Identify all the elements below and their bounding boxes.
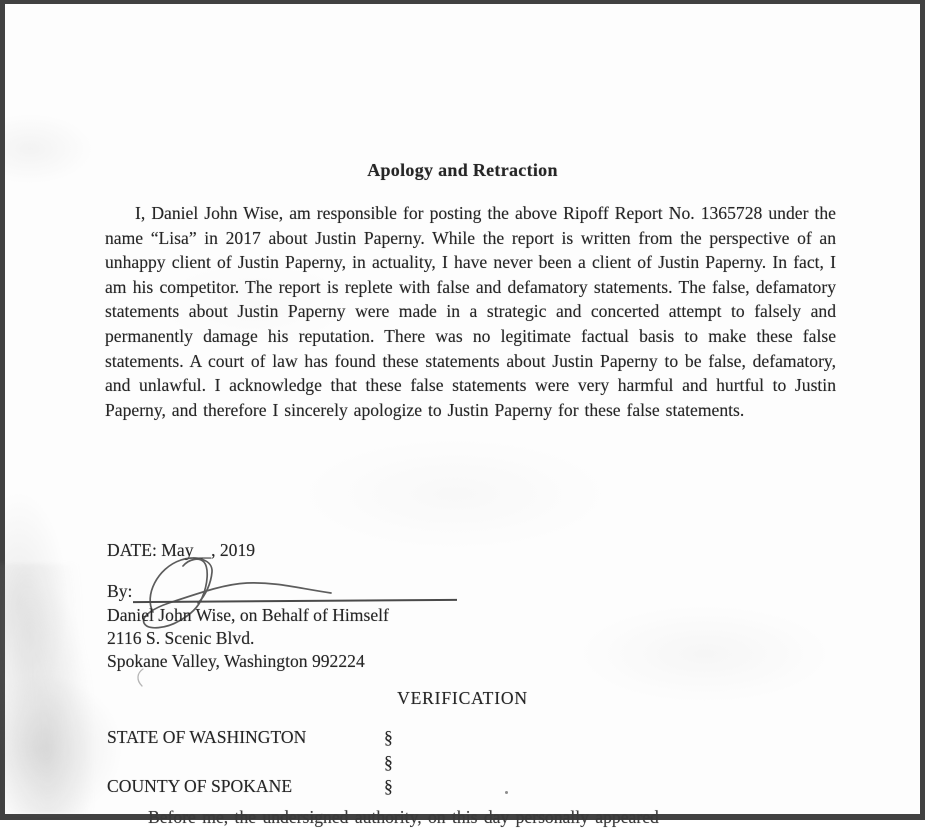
by-label: By: — [107, 581, 133, 601]
scan-speck — [505, 791, 508, 794]
signatory-name: Daniel John Wise, on Behalf of Himself — [107, 605, 389, 625]
state-label: STATE OF WASHINGTON — [107, 727, 307, 747]
county-label: COUNTY OF SPOKANE — [107, 776, 293, 796]
state-row — [107, 725, 527, 750]
county-row — [107, 774, 527, 799]
address-line-1: 2116 S. Scenic Blvd. — [107, 628, 255, 648]
document-title: Apology and Retraction — [367, 160, 558, 180]
section-symbol: § — [384, 727, 393, 747]
section-symbol: § — [384, 776, 393, 796]
document-page — [5, 4, 920, 827]
body-paragraph: I, Daniel John Wise, am responsible for posting the above Ripoff Report No. 1365728 under the name “Lisa” in 2017 about Justin Paperny. While the report is written from the perspective of an unhappy client of Justin Paperny, in actuality, I have never been a client of Justin Paperny. In fact, I am his competitor. The report is replete with false and defamatory statements. The false, defamatory statements about Justin Paperny were made in a strategic and concerted attempt to falsely and permanently damage his reputation. There was no legitimate factual basis to make these false statements. A court of law has found these statements about Justin Paperny to be false, defamatory, and unlawful. I acknowledge that these false statements were very harmful and hurtful to Justin Paperny, and therefore I sincerely apologize to Justin Paperny for these false statements. — [105, 203, 836, 420]
date-line: DATE: May__, 2019 — [107, 540, 256, 560]
address-line-2: Spokane Valley, Washington 992224 — [107, 651, 365, 671]
middle-section-row — [107, 750, 527, 775]
section-symbol: § — [384, 751, 393, 772]
verification-heading: VERIFICATION — [397, 688, 528, 708]
stray-pen-mark — [134, 667, 148, 689]
cutoff-verification-text: Before me, the undersigned authority, on this day personally appeared — [148, 807, 659, 827]
jurisdiction-block — [107, 725, 527, 799]
